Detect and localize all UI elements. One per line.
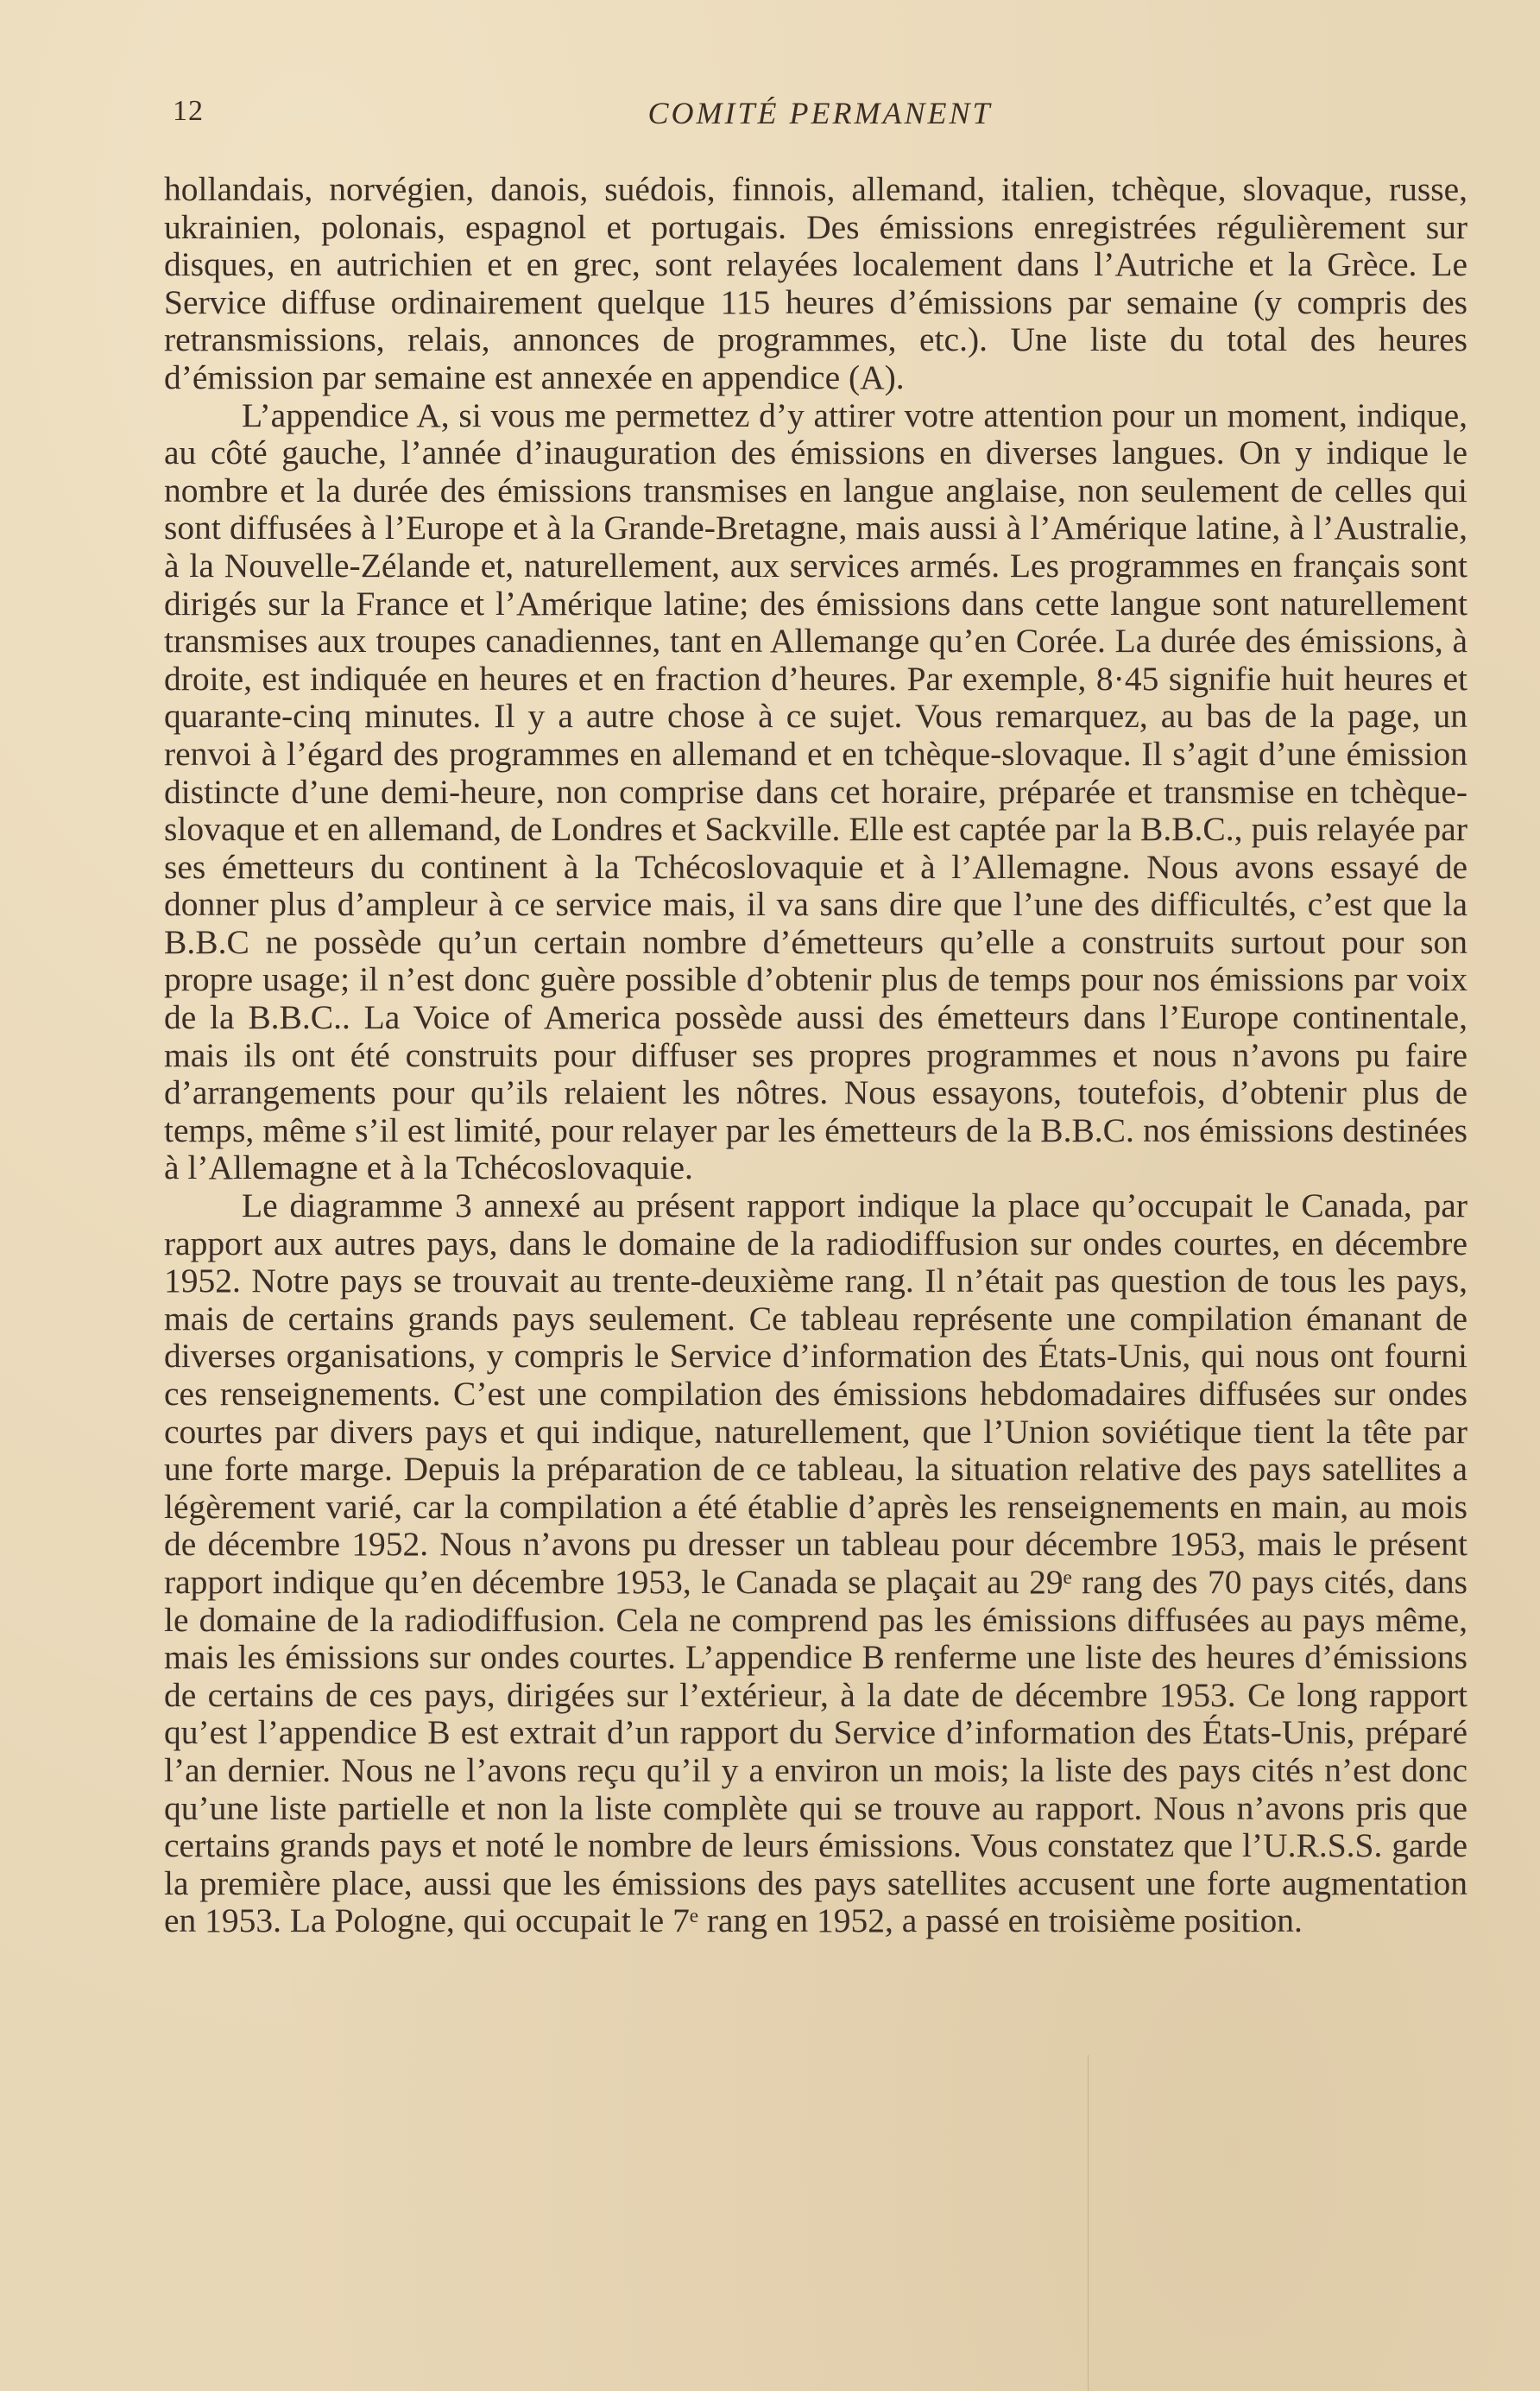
page-number: 12 — [173, 95, 204, 127]
paragraph-diagramme-3: Le diagramme 3 annexé au présent rapport indique la place qu’occupait le Canada, par rapport aux autres pays, dans le domaine de la radiodiffusion sur ondes courtes, en décembre 1952. Notre pays se trouvait au trente-deuxième rang. Il n’était pas question de tous les pays, mais de certains grands pays seulement. Ce tableau représente une compilation émanant de diverses organisations, y compris le Service d’information des États-Unis, qui nous ont fourni ces renseignements. C’est une compilation des émissions hebdomadaires diffusées sur ondes courtes par divers pays et qui indique, naturellement, que l’Union soviétique tient la tête par une forte marge. Depuis la préparation de ce tableau, la situation relative des pays satellites a légèrement varié, car la compilation a été établie d’après les renseignements en main, au mois de décembre 1952. Nous n’avons pu dresser un tableau pour décembre 1953, mais le présent rapport indique qu’en décembre 1953, le Canada se plaçait au 29ᵉ rang des 70 pays cités, dans le domaine de la radiodiffusion. Cela ne comprend pas les émissions diffusées au pays même, mais les émissions sur ondes courtes. L’appendice B renferme une liste des heures d’émissions de certains de ces pays, dirigées sur l’extérieur, à la date de décembre 1953. Ce long rapport qu’est l’appendice B est extrait d’un rapport du Service d’information des États-Unis, préparé l’an dernier. Nous ne l’avons reçu qu’il y a environ un mois; la liste des pays cités n’est donc qu’une liste partielle et non la liste complète qui se trouve au rapport. Nous n’avons pris que certains grands pays et noté le nombre de leurs émissions. Vous constatez que l’U.R.S.S. garde la première place, aussi que les émissions des pays satellites accusent une forte augmentation en 1953. La Pologne, qui occupait le 7ᵉ rang en 1952, a passé en troisième position. — [164, 1186, 1467, 1940]
body-text — [164, 171, 1467, 1940]
paragraph-appendice-a: L’appendice A, si vous me permettez d’y attirer votre attention pour un moment, indique, au côté gauche, l’année d’inauguration des émissions en diverses langues. On y indique le nombre et la durée des émissions transmises en langue anglaise, non seulement de celles qui sont diffusées à l’Europe et à la Grande-Bretagne, mais aussi à l’Amérique latine, à l’Australie, à la Nouvelle-Zélande et, naturellement, aux services armés. Les programmes en français sont dirigés sur la France et l’Amérique latine; des émissions dans cette langue sont naturellement transmises aux troupes canadiennes, tant en Allemange qu’en Corée. La durée des émissions, à droite, est indiquée en heures et en fraction d’heures. Par exemple, 8·45 signifie huit heures et quarante-cinq minutes. Il y a autre chose à ce sujet. Vous remarquez, au bas de la page, un renvoi à l’égard des programmes en allemand et en tchèque-slovaque. Il s’agit d’une émission distincte d’une demi-heure, non comprise dans cet horaire, préparée et transmise en tchèque-slovaque et en allemand, de Londres et Sackville. Elle est captée par la B.B.C., puis relayée par ses émetteurs du continent à la Tchécoslovaquie et à l’Allemagne. Nous avons essayé de donner plus d’ampleur à ce service mais, il va sans dire que l’une des difficultés, c’est que la B.B.C ne possède qu’un certain nombre d’émetteurs qu’elle a construits surtout pour son propre usage; il n’est donc guère possible d’obtenir plus de temps pour nos émissions par voix de la B.B.C.. La Voice of America possède aussi des émetteurs dans l’Europe continentale, mais ils ont été construits pour diffuser ses propres programmes et nous n’avons pu faire d’arrangements pour qu’ils relaient les nôtres. Nous essayons, toutefois, d’obtenir plus de temps, même s’il est limité, pour relayer par les émetteurs de la B.B.C. nos émissions destinées à l’Allemagne et à la Tchécoslovaquie. — [164, 395, 1467, 1187]
page-header — [173, 95, 1467, 147]
paragraph-continuation: hollandais, norvégien, danois, suédois, finnois, allemand, italien, tchèque, slovaque, russe, ukrainien, polonais, espagnol et portugais. Des émissions enregistrées régulièrement sur disques, en autrichien et en grec, sont relayées localement dans l’Autriche et la Grèce. Le Service diffuse ordinairement quelque 115 heures d’émissions par semaine (y compris des retransmissions, relais, annonces de programmes, etc.). Une liste du total des heures d’émission par semaine est annexée en appendice (A). — [164, 170, 1467, 396]
page-fold-mark — [1088, 2055, 1089, 2391]
running-title: COMITÉ PERMANENT — [647, 96, 993, 130]
